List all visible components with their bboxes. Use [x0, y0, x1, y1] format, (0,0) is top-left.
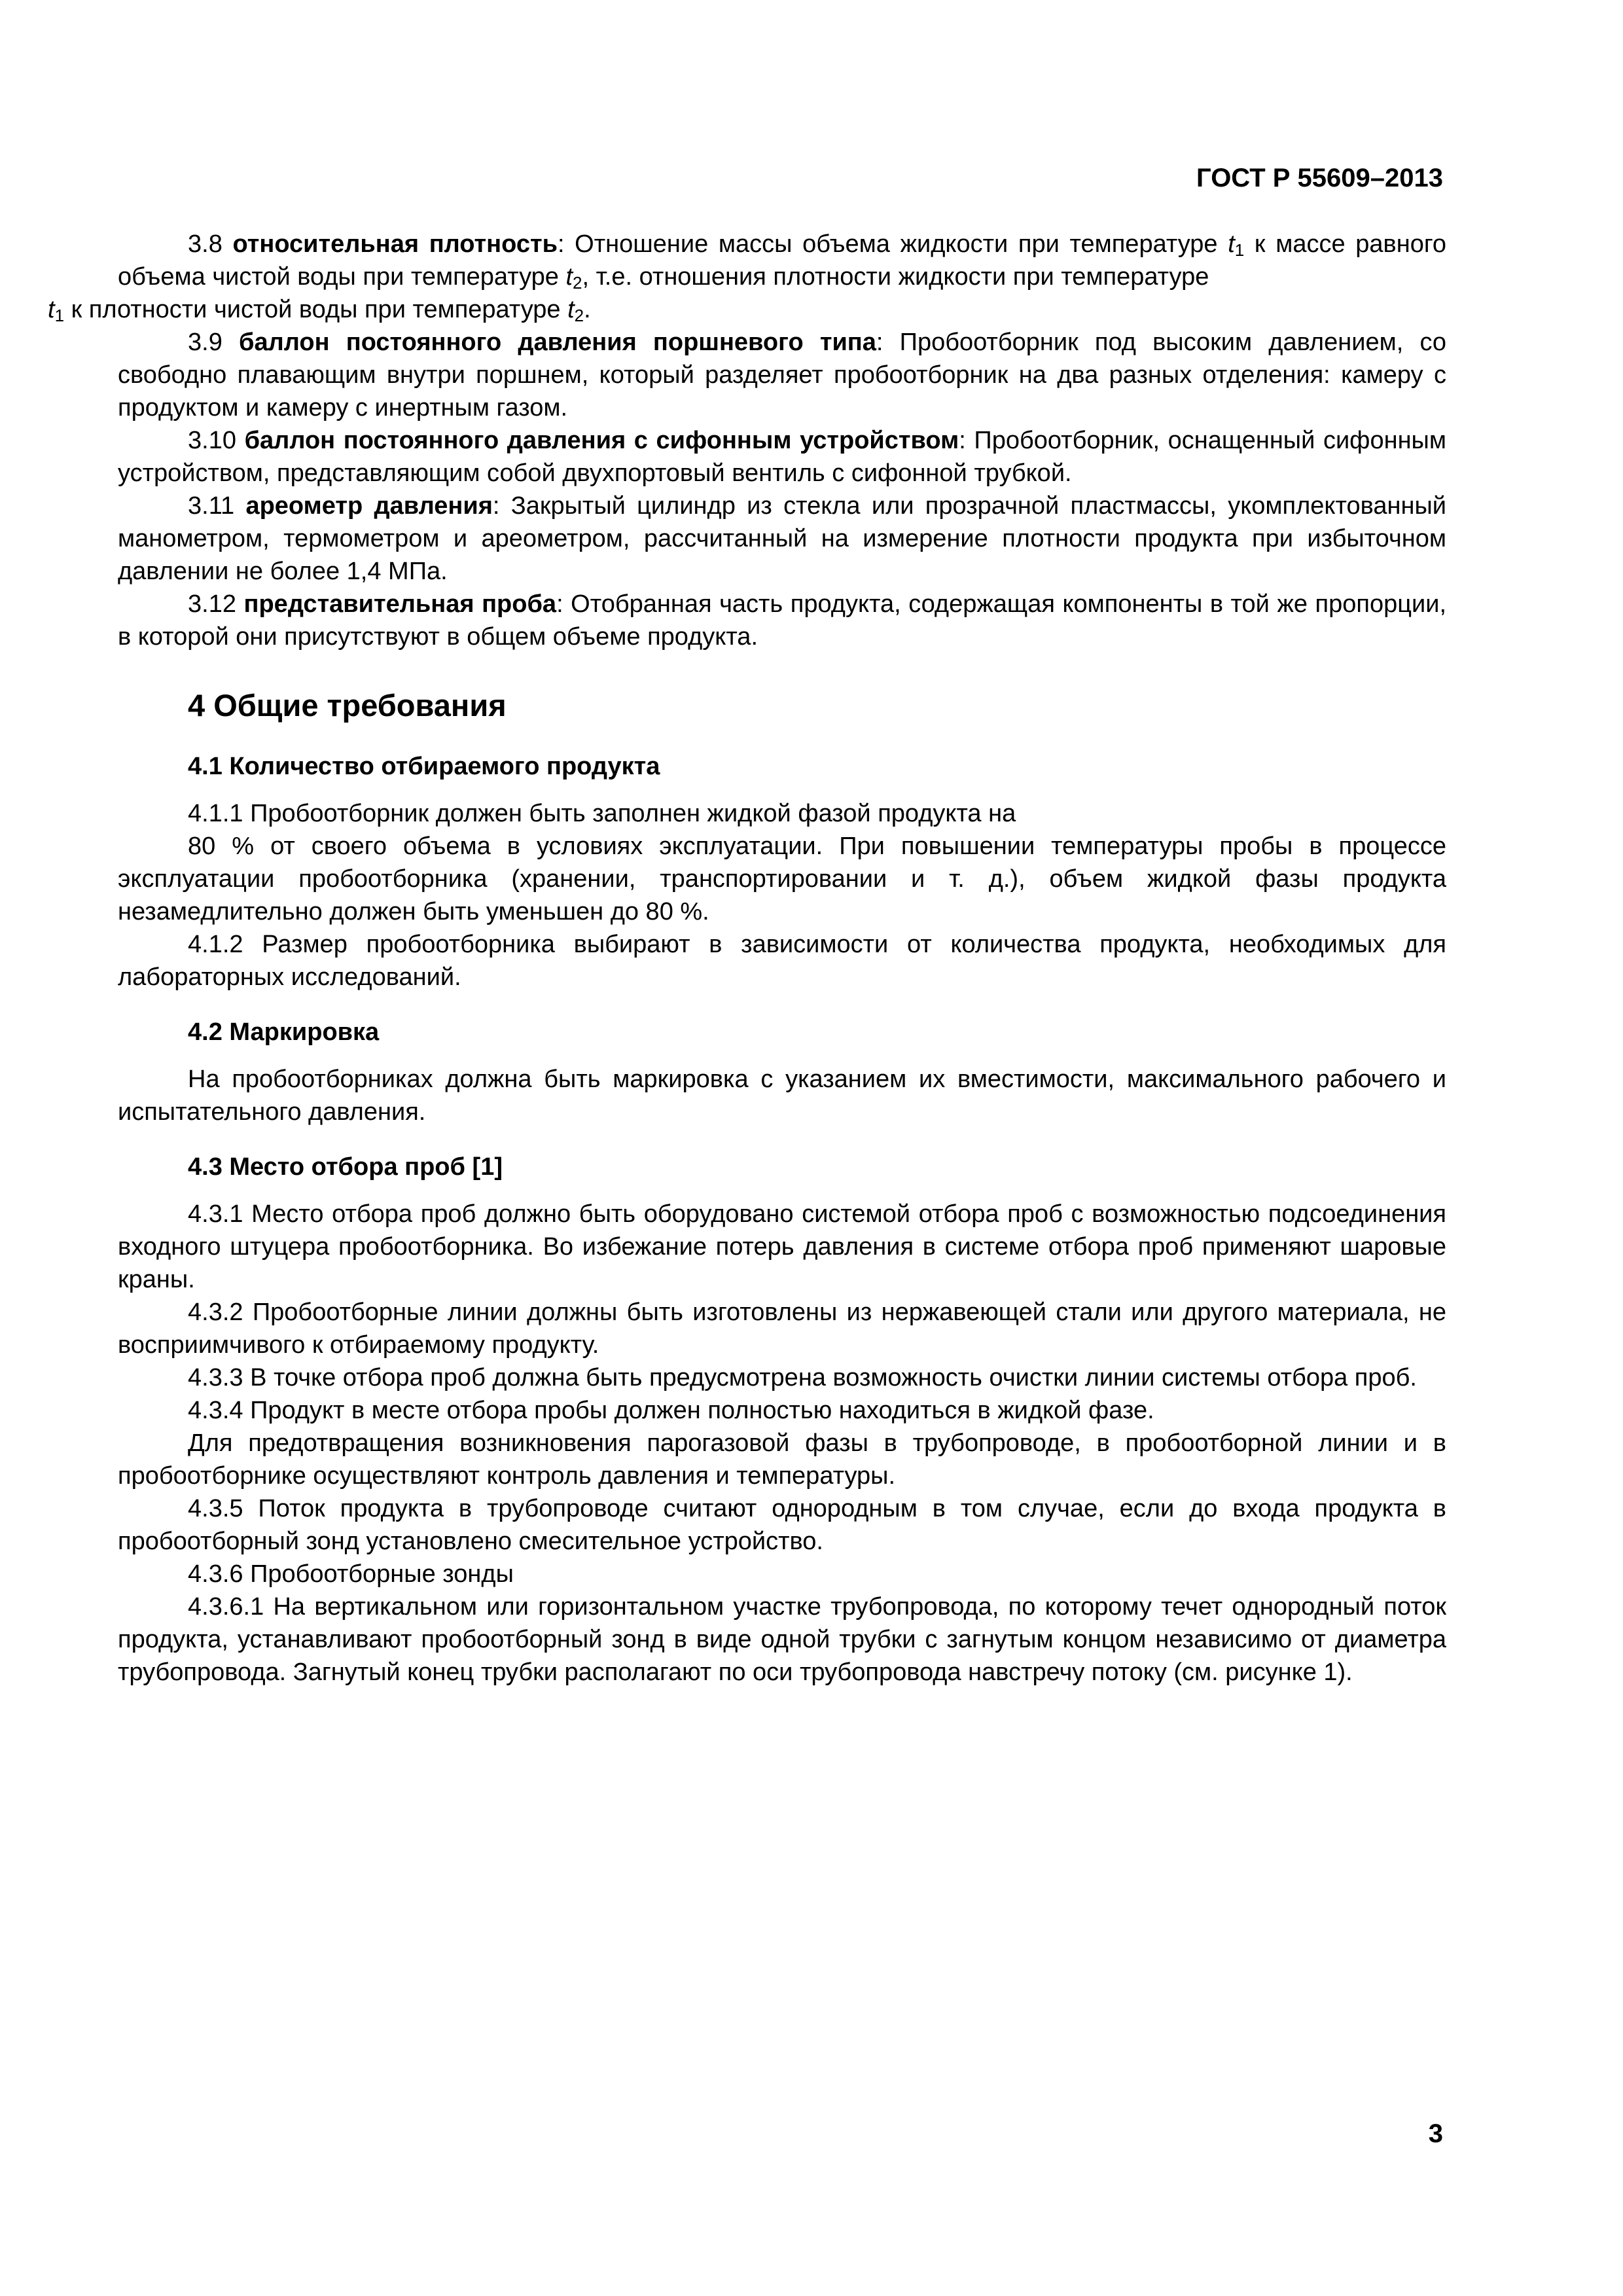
definition-3-9: [118, 326, 1446, 424]
def-number: 3.11: [188, 492, 246, 520]
def-number: 3.12: [188, 590, 244, 618]
paragraph-4-3-3: 4.3.3 В точке отбора проб должна быть предусмотрена возможность очистки линии системы отбора проб.: [188, 1364, 1417, 1391]
temp-symbol: t: [567, 296, 575, 323]
def-text: .: [584, 296, 591, 323]
paragraph-4-3-4: 4.3.4 Продукт в месте отбора пробы должен полностью находиться в жидкой фазе.: [188, 1397, 1154, 1424]
temp-subscript: 1: [54, 306, 65, 325]
def-term: баллон постоянного давления с сифонным устройством: [244, 427, 959, 454]
definition-3-10: [118, 424, 1446, 490]
def-term: баллон постоянного давления поршневого типа: [239, 329, 876, 356]
def-text: к плотности чистой воды при температуре: [64, 296, 568, 323]
definition-3-12: [118, 588, 1446, 653]
document-id-header: ГОСТ Р 55609–2013: [1196, 164, 1443, 192]
temp-symbol: t: [1228, 230, 1235, 258]
def-number: 3.9: [188, 329, 240, 356]
def-text: : Пробоотборник под высоким давлением, со свободно плавающим внутри поршнем, который разделяет пробоотборник на два разных отделения: камеру с продуктом и камеру с инертным газом.: [118, 329, 1447, 422]
temp-symbol: t: [48, 296, 55, 323]
def-text: : Отношение массы объема жидкости при температуре: [557, 230, 1228, 258]
def-term: представительная проба: [243, 590, 557, 618]
temp-symbol: t: [565, 263, 573, 291]
section-4-heading: 4 Общие требования: [188, 688, 507, 723]
subsection-4-1-heading: 4.1 Количество отбираемого продукта: [188, 753, 660, 780]
temp-subscript: 2: [574, 306, 584, 325]
def-number: 3.8: [188, 230, 233, 258]
def-number: 3.10: [188, 427, 245, 454]
subsection-4-3-heading: 4.3 Место отбора проб [1]: [188, 1153, 503, 1181]
document-body: [48, 228, 1447, 1689]
paragraph-4-3-5: 4.3.5 Поток продукта в трубопроводе считают однородным в том случае, если до входа продукта в пробоотборный зонд установлено смесительное устройство.: [118, 1495, 1446, 1555]
subsection-4-2-heading: 4.2 Маркировка: [188, 1018, 380, 1046]
paragraph-4-3-6-1: 4.3.6.1 На вертикальном или горизонтальном участке трубопровода, по которому течет однородный поток продукта, устанавливают пробоотборный зонд в виде одной трубки с загнутым концом независимо от диаметра трубопровода. Загнутый конец трубки располагают по оси трубопровода навстречу потоку (см. рисунке 1).: [118, 1593, 1446, 1686]
paragraph-4-1-1-cont: 80 % от своего объема в условиях эксплуатации. При повышении температуры пробы в процессе эксплуатации пробоотборника (хранении, транспортировании и т. д.), объем жидкой фазы продукта незамедлительно должен быть уменьшен до 80 %.: [118, 833, 1446, 925]
paragraph-4-2: На пробоотборниках должна быть маркировка с указанием их вместимости, максимального рабочего и испытательного давления.: [118, 1066, 1446, 1126]
paragraph-4-1-1: 4.1.1 Пробоотборник должен быть заполнен жидкой фазой продукта на: [188, 800, 1016, 827]
temp-subscript: 1: [1234, 240, 1245, 260]
def-text: : Пробоотборник, оснащенный сифонным устройством, представляющим собой двухпортовый вентиль с сифонной трубкой.: [118, 427, 1446, 487]
paragraph-4-3-6: 4.3.6 Пробоотборные зонды: [188, 1560, 514, 1588]
paragraph-4-3-1: 4.3.1 Место отбора проб должно быть оборудовано системой отбора проб с возможностью подсоединения входного штуцера пробоотборника. Во избежание потерь давления в системе отбора проб применяют шаровые краны.: [118, 1200, 1446, 1293]
paragraph-4-1-2: 4.1.2 Размер пробоотборника выбирают в зависимости от количества продукта, необходимых для лабораторных исследований.: [118, 931, 1446, 991]
paragraph-4-3-2: 4.3.2 Пробоотборные линии должны быть изготовлены из нержавеющей стали или другого материала, не восприимчивого к отбираемому продукту.: [118, 1299, 1446, 1359]
temp-subscript: 2: [573, 273, 582, 293]
def-text: : Закрытый цилиндр из стекла или прозрачной пластмассы, укомплектованный манометром, термометром и ареометром, рассчитанный на измерение плотности продукта при избыточном давлении не более 1,4 МПа.: [118, 492, 1446, 585]
page-number: 3: [1428, 2119, 1443, 2148]
def-text: : Отобранная часть продукта, содержащая компоненты в той же пропорции, в которой они присутствуют в общем объеме продукта.: [118, 590, 1446, 651]
paragraph-4-3-4-cont: Для предотвращения возникновения парогазовой фазы в трубопроводе, в пробоотборной линии и в пробоотборнике осуществляют контроль давления и температуры.: [118, 1429, 1446, 1490]
definition-3-11: [118, 490, 1446, 588]
def-text: , т.е. отношения плотности жидкости при температуре: [582, 263, 1209, 291]
definition-3-8: [48, 228, 1447, 326]
def-term: относительная плотность: [232, 230, 558, 258]
def-term: ареометр давления: [245, 492, 493, 520]
def-text: к массе равного объема чистой воды при температуре: [118, 230, 1447, 291]
